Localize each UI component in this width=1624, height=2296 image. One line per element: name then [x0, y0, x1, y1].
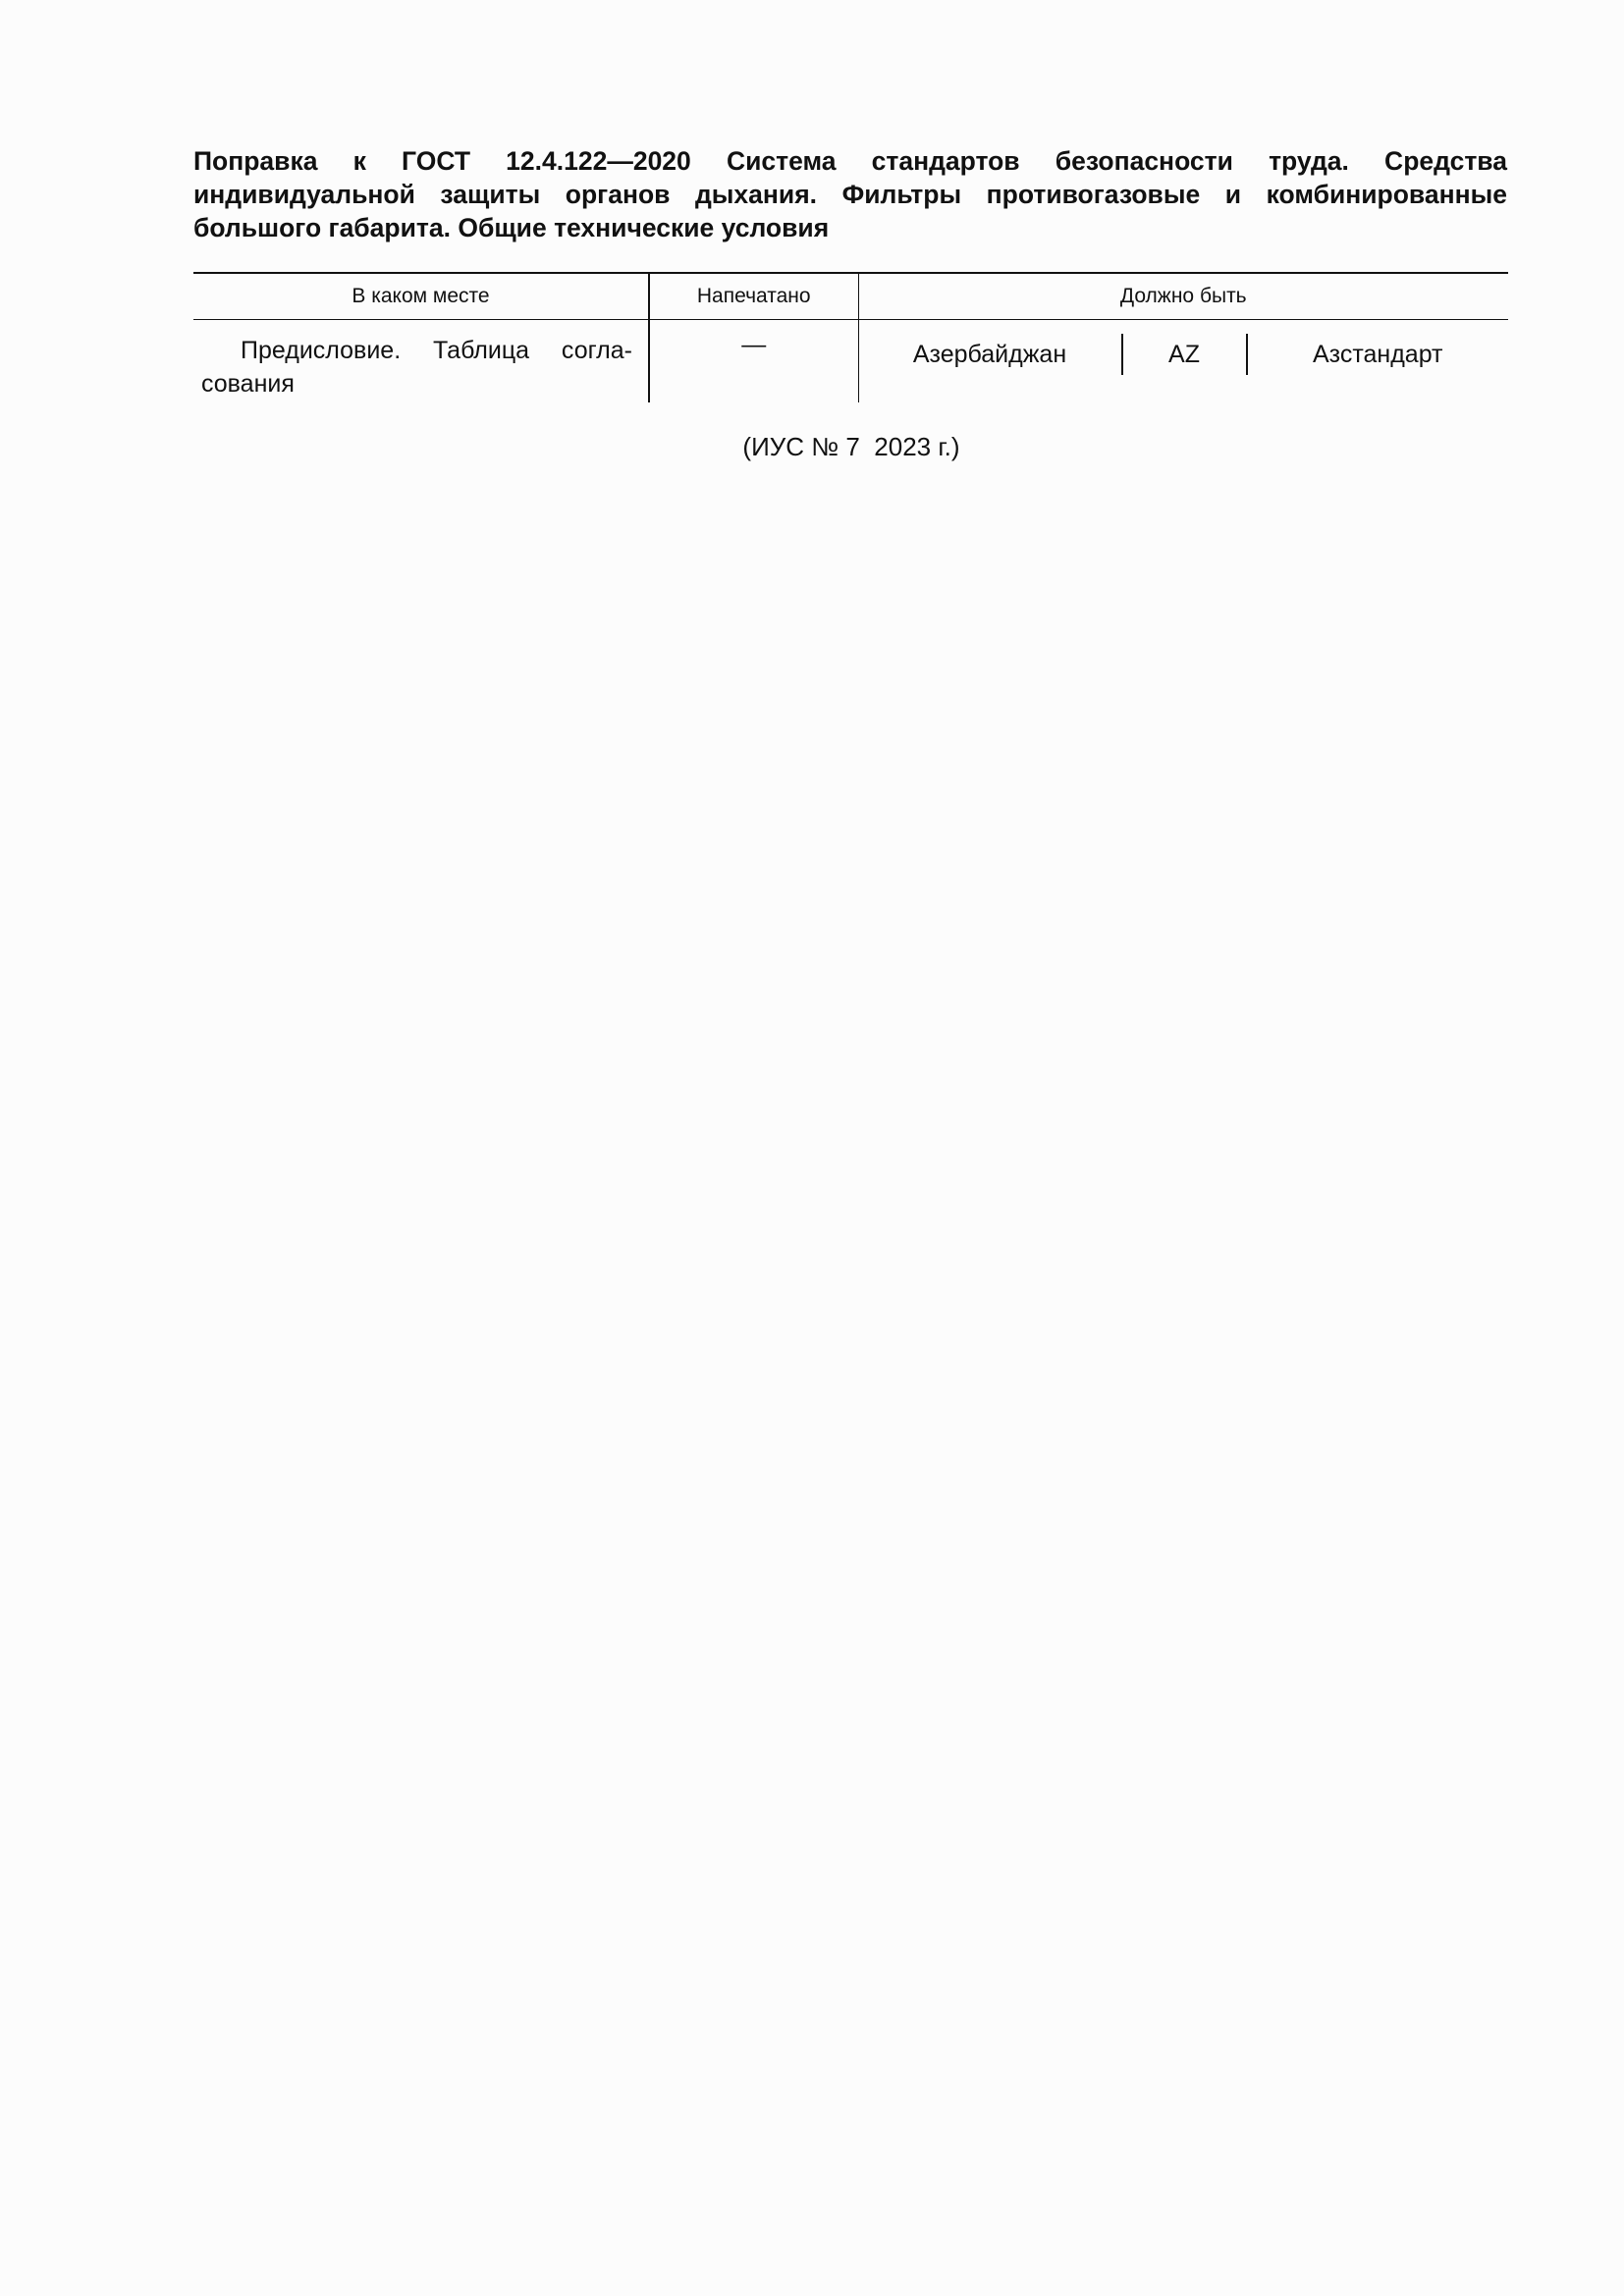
document-title: Поправка к ГОСТ 12.4.122—2020 Система стандартов безопасности труда. Средства индивидуальной защиты органов дыхания. Фильтры противогазовые и комбинированные большого габарита. Общие технические условия [193, 146, 1507, 242]
cell-organization: Азстандарт [1312, 341, 1443, 368]
errata-table [193, 272, 1508, 402]
table-header-row [193, 273, 1508, 320]
cell-where: Предисловие. Таблица согла-сования [193, 320, 649, 402]
cell-country: Азербайджан [859, 334, 1123, 375]
cell-printed: — [649, 320, 858, 402]
should-be-row [859, 334, 1509, 375]
cell-country-code: AZ [1123, 334, 1248, 375]
header-where: В каком месте [193, 273, 649, 320]
header-printed: Напечатано [649, 273, 858, 320]
ius-reference: (ИУС № 7 2023 г.) [742, 432, 960, 461]
header-should-be: Должно быть [858, 273, 1508, 320]
table-row [193, 320, 1508, 402]
cell-should-be [858, 320, 1508, 402]
